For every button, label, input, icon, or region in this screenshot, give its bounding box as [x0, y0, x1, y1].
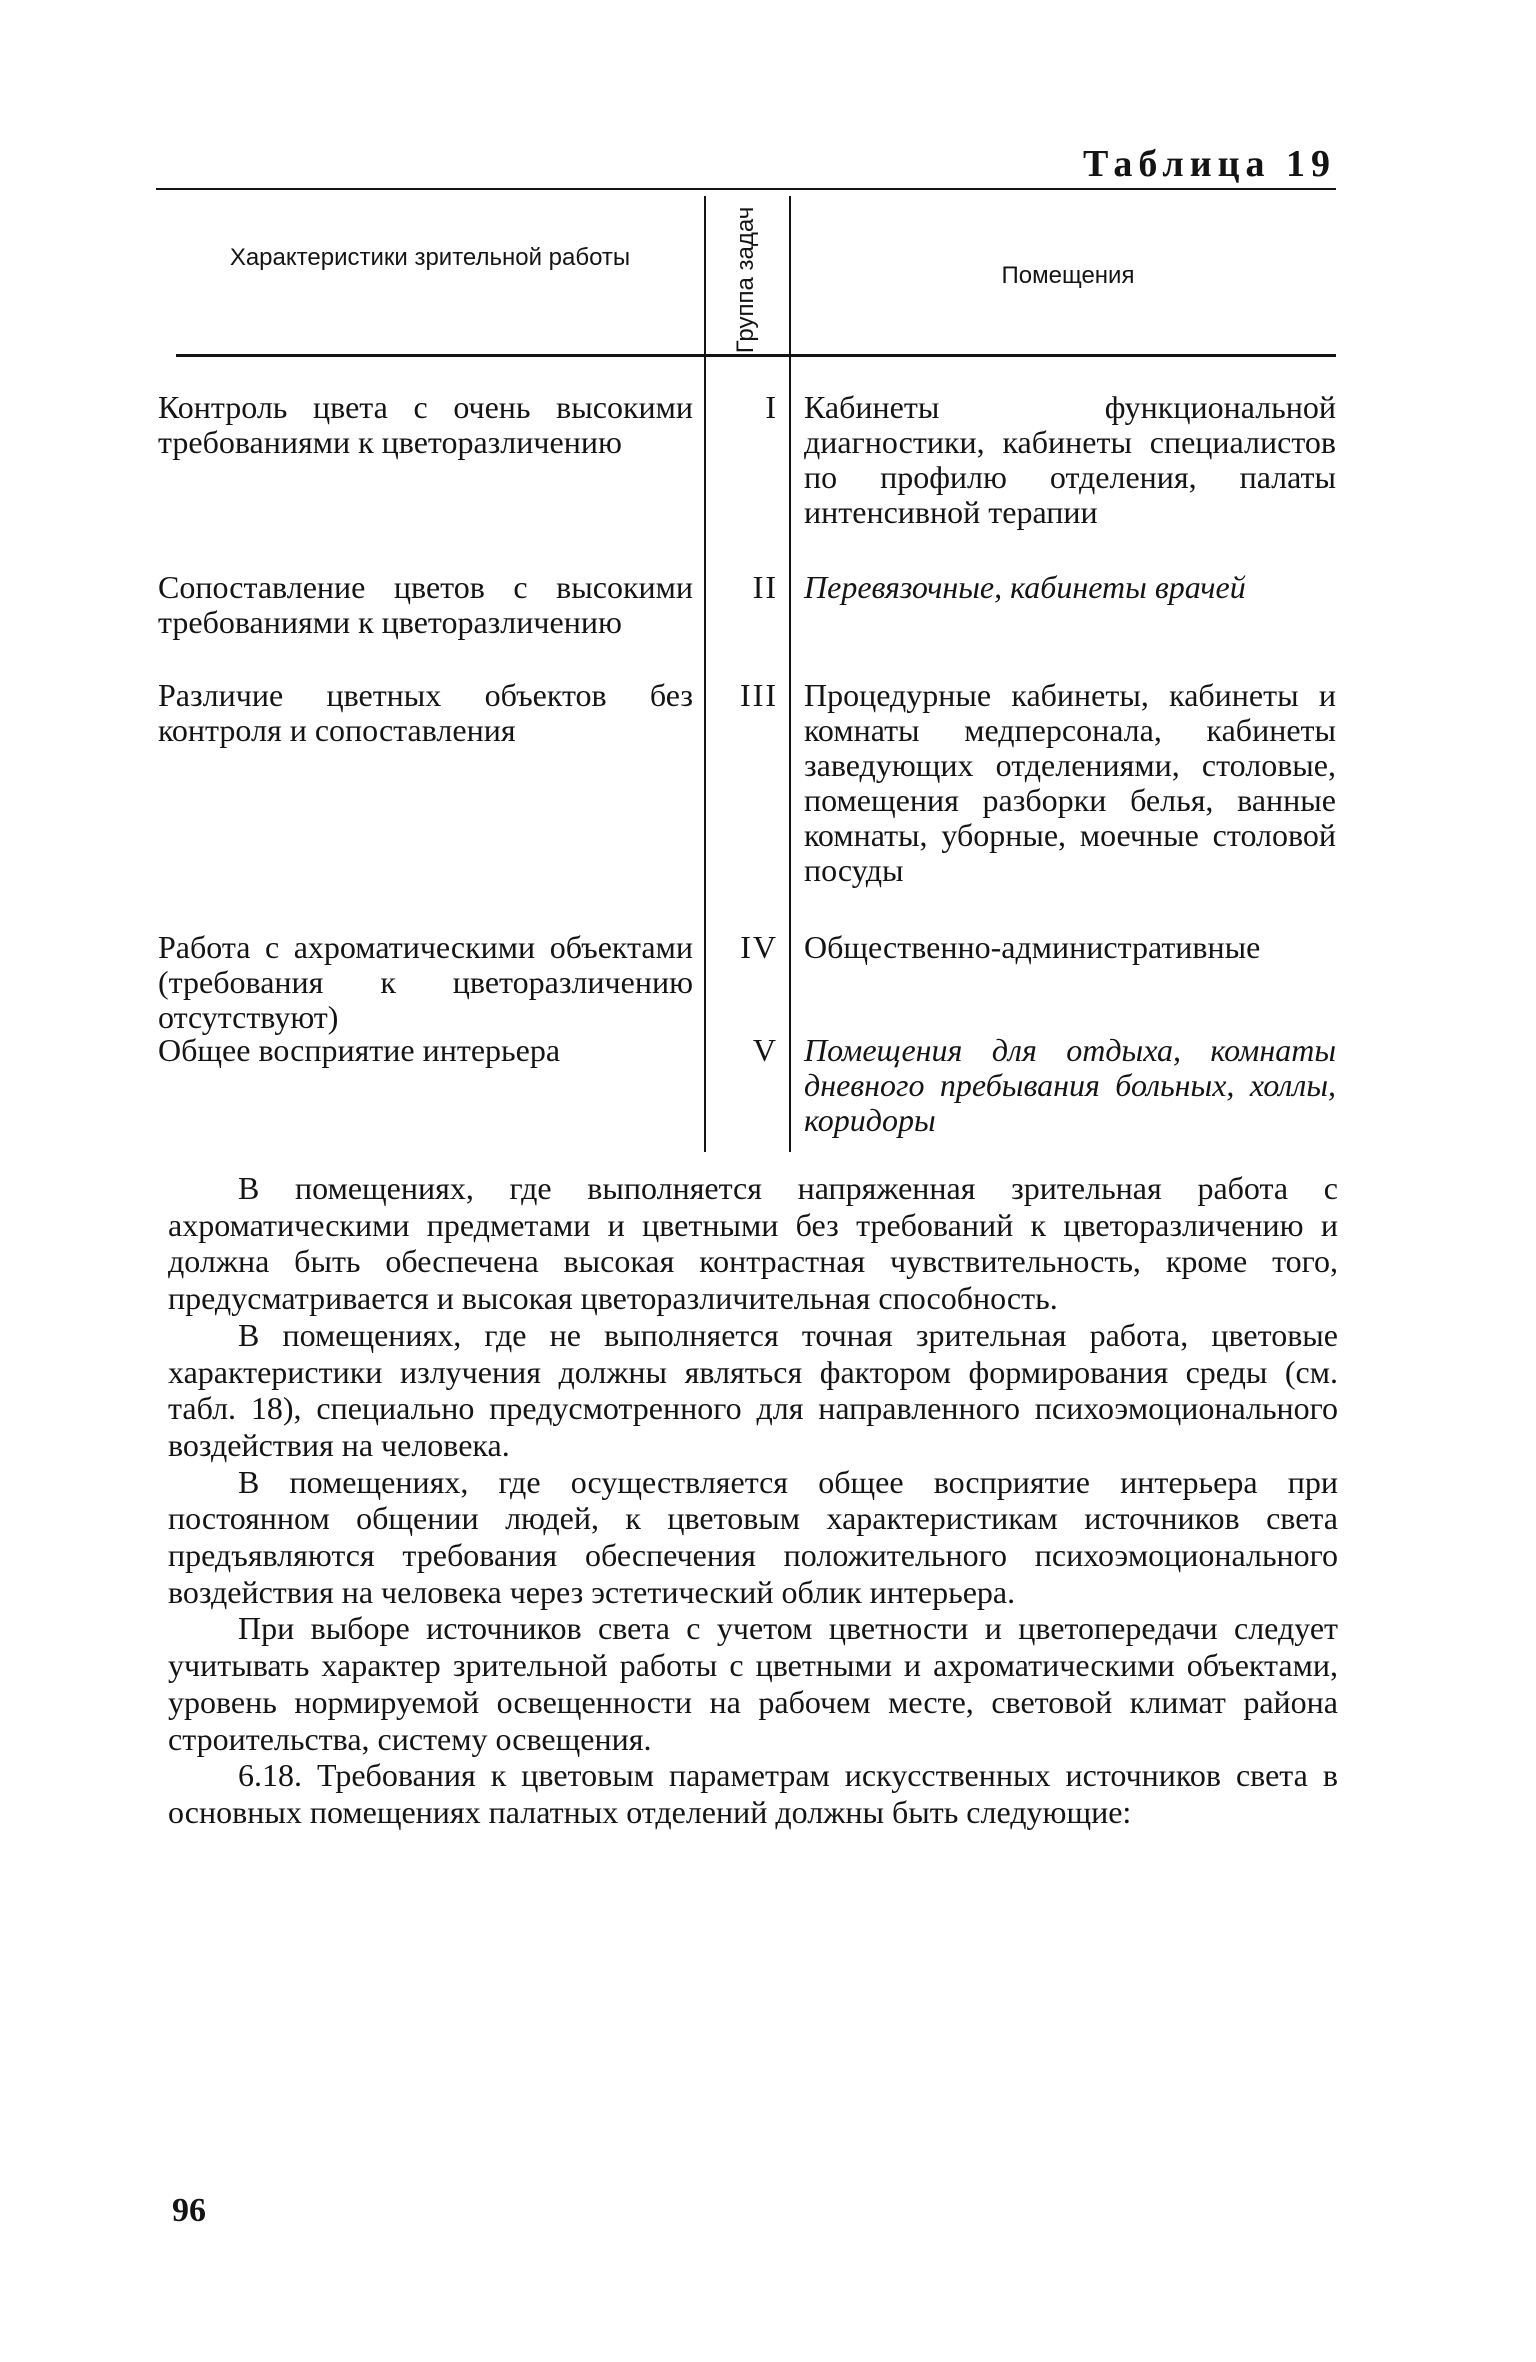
row-4-rooms: Общественно-административные: [804, 929, 1261, 965]
row-4-group: IV: [740, 929, 778, 965]
row-2-characteristic: Сопоставление цветов с высокими требованиями к цветоразличению: [158, 569, 693, 640]
header-group-cell: [717, 206, 775, 354]
header-characteristics: Характеристики зрительной работы: [229, 244, 631, 271]
row-1-rooms: Кабинеты функциональной диагностики, кабинеты специалистов по профилю отделения, палаты интенсивной терапии: [804, 389, 1336, 530]
header-rooms: Помещения: [1001, 262, 1135, 289]
page-number: 96: [172, 2192, 206, 2229]
table-top-rule: [156, 188, 1336, 190]
paragraph-2: В помещениях, где не выполняется точная зрительная работа, цветовые характеристики излучения должны являться фактором формирования среды (см. табл. 18), специально предусмотренного для направленного психоэмоционального воздействия на человека.: [168, 1316, 1338, 1463]
paragraph-1: В помещениях, где выполняется напряженная зрительная работа с ахроматическими предметами и цветными без требований к цветоразличению и должна быть обеспечена высокая контрастная чувствительность, кроме того, предусматривается и высокая цветоразличительная способность.: [168, 1170, 1338, 1317]
paragraph-3: В помещениях, где осуществляется общее восприятие интерьера при постоянном общении людей, к цветовым характеристикам источников света предъявляются требования обеспечения положительного психоэмоционального воздействия на человека через эстетический облик интерьера.: [168, 1463, 1338, 1610]
row-3-group: III: [740, 677, 778, 713]
row-5-characteristic: Общее восприятие интерьера: [158, 1032, 561, 1068]
body-text: [168, 1170, 1338, 1831]
row-5-group: V: [752, 1032, 778, 1068]
column-divider-right: [789, 196, 791, 1152]
row-3-characteristic: Различие цветных объектов без контроля и сопоставления: [158, 677, 693, 748]
paragraph-5: 6.18. Требования к цветовым параметрам искусственных источников света в основных помещениях палатных отделений должны быть следующие:: [168, 1757, 1338, 1830]
row-3-rooms: Процедурные кабинеты, кабинеты и комнаты медперсонала, кабинеты заведующих отделениями, столовые, помещения разборки белья, ванные комнаты, уборные, моечные столовой посуды: [804, 677, 1336, 888]
row-1-group: I: [765, 389, 778, 425]
row-4-characteristic: Работа с ахроматическими объектами (требования к цветоразличению отсутствуют): [158, 929, 693, 1035]
column-divider-left: [704, 196, 706, 1152]
paragraph-4: При выборе источников света с учетом цветности и цветопередачи следует учитывать характер зрительной работы с цветными и ахроматическими объектами, уровень нормируемой освещенности на рабочем месте, световой климат района строительства, систему освещения.: [168, 1610, 1338, 1757]
row-2-rooms: Перевязочные, кабинеты врачей: [804, 569, 1246, 605]
table-title: Таблица 19: [1082, 143, 1336, 185]
row-5-rooms: Помещения для отдыха, комнаты дневного пребывания больных, холлы, коридоры: [804, 1032, 1336, 1138]
header-group: Группа задач: [732, 206, 759, 354]
row-2-group: II: [752, 569, 778, 605]
row-1-characteristic: Контроль цвета с очень высокими требованиями к цветоразличению: [158, 389, 693, 460]
table-header-rule: [176, 354, 1336, 357]
